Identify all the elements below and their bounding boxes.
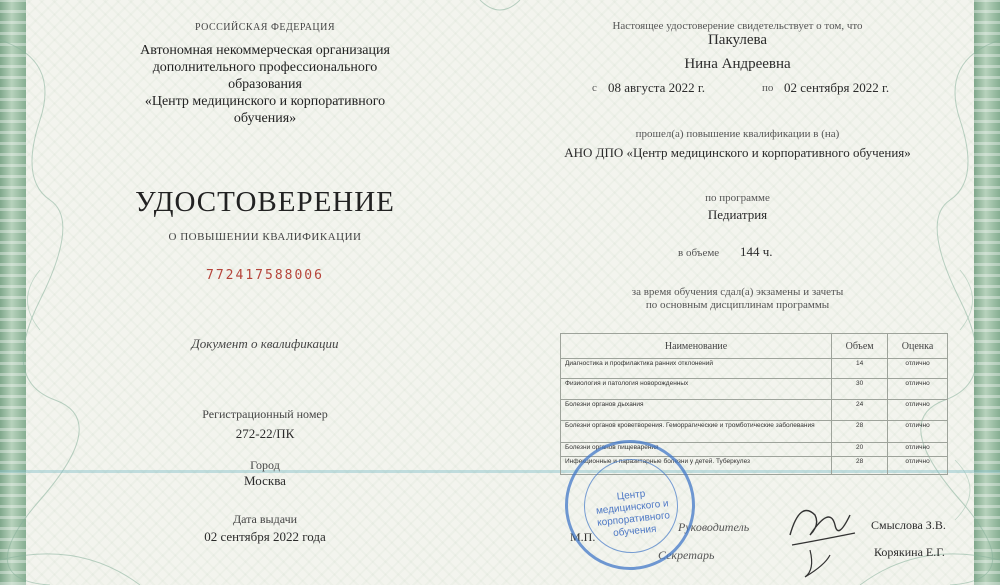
head-name: Смыслова З.В. (871, 518, 946, 532)
city-label: Город (250, 458, 280, 472)
table-row (561, 400, 948, 421)
subject-grade: отлично (888, 359, 948, 379)
secretary-name: Корякина Е.Г. (874, 545, 945, 559)
volume-value: 144 ч. (740, 244, 773, 259)
registration-value: 272-22/ПК (235, 426, 295, 441)
issue-date-label: Дата выдачи (232, 512, 298, 526)
org-line-3: образования (228, 77, 302, 92)
program-label: по программе (705, 192, 770, 204)
exams-line-2: по основным дисциплинам программы (645, 299, 830, 311)
head-label: Руководитель (678, 520, 750, 534)
from-label: с (592, 82, 597, 94)
country-label: РОССИЙСКАЯ ФЕДЕРАЦИЯ (194, 22, 336, 33)
volume-label: в объеме (678, 247, 720, 259)
subject-name: Инфекционные и паразитарные болезни у детей. Туберкулез (561, 457, 832, 475)
from-date: 08 августа 2022 г. (608, 80, 705, 95)
org-line-4: «Центр медицинского и корпоративного (144, 94, 386, 109)
institution-name: АНО ДПО «Центр медицинского и корпоративного обучения» (564, 145, 911, 160)
subject-grade: отлично (888, 379, 948, 400)
header-grade: Оценка (888, 334, 948, 359)
subject-grade: отлично (888, 400, 948, 421)
subject-name: Болезни органов кроветворения. Геморрагические и тромботические заболевания (561, 421, 832, 443)
subject-hours: 28 (832, 457, 888, 475)
intro-text: Настоящее удостоверение свидетельствует о том, что (612, 20, 863, 32)
org-line-1: Автономная некоммерческая организация (140, 43, 390, 58)
left-page (30, 0, 500, 585)
table-header-row (561, 334, 948, 359)
subject-hours: 24 (832, 400, 888, 421)
program-name: Педиатрия (707, 207, 768, 222)
subject-name: Физиология и патология новорожденных (561, 379, 832, 400)
subject-grade: отлично (888, 443, 948, 457)
subject-hours: 30 (832, 379, 888, 400)
table-row (561, 421, 948, 443)
serial-number: 772417588006 (206, 268, 324, 283)
secretary-label: Секретарь (658, 548, 715, 562)
recipient-surname: Пакулева (707, 32, 768, 48)
subject-hours: 28 (832, 421, 888, 443)
seal-place-label: М.П. (570, 530, 596, 544)
subject-grade: отлично (888, 457, 948, 475)
table-row (561, 359, 948, 379)
recipient-name: Нина Андреевна (684, 56, 791, 72)
issue-date-value: 02 сентября 2022 года (204, 529, 326, 544)
city-value: Москва (244, 473, 286, 488)
table-row (561, 379, 948, 400)
passed-text: прошел(а) повышение квалификации в (на) (635, 128, 840, 140)
subject-hours: 14 (832, 359, 888, 379)
registration-label: Регистрационный номер (202, 407, 328, 421)
subject-name: Диагностика и профилактика ранних отклонений (561, 359, 832, 379)
head-signature (780, 495, 860, 580)
header-hours: Объем (832, 334, 888, 359)
document-type: Документ о квалификации (191, 336, 339, 351)
to-label: по (762, 82, 774, 94)
org-line-2: дополнительного профессионального (152, 60, 378, 75)
exams-line-1: за время обучения сдал(а) экзамены и зачеты (631, 286, 844, 298)
document-subtitle: О ПОВЫШЕНИИ КВАЛИФИКАЦИИ (168, 231, 362, 243)
subject-grade: отлично (888, 421, 948, 443)
subject-hours: 20 (832, 443, 888, 457)
subject-name: Болезни органов пищеварения (561, 443, 832, 457)
subject-name: Болезни органов дыхания (561, 400, 832, 421)
to-date: 02 сентября 2022 г. (784, 80, 890, 95)
stamp-text: Центр медицинского и корпоративного обучения (595, 488, 671, 540)
org-line-5: обучения» (233, 111, 297, 126)
header-name: Наименование (561, 334, 832, 359)
document-title: УДОСТОВЕРЕНИЕ (135, 186, 395, 218)
